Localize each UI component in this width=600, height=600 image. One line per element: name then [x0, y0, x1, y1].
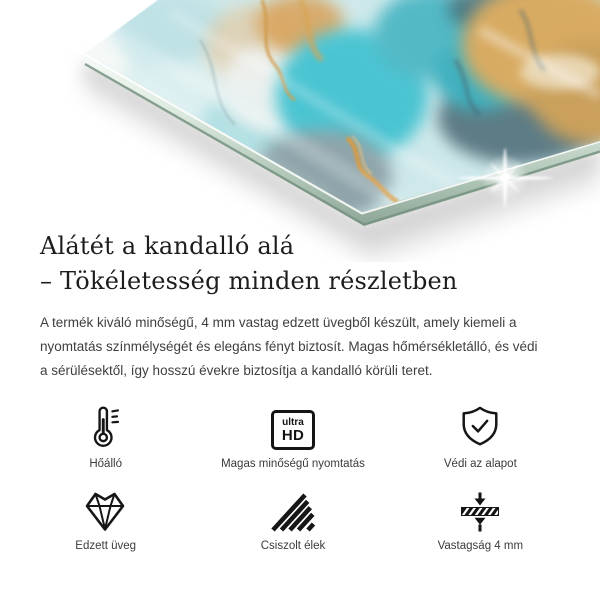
feature-label: Vastagság 4 mm	[437, 540, 524, 552]
thermometer-icon	[84, 398, 128, 450]
feature-polished-edges	[199, 480, 386, 562]
polished-edges-icon	[269, 480, 316, 532]
feature-print-quality	[199, 398, 386, 480]
ultra-hd-badge-top: ultra	[282, 416, 304, 428]
feature-label: Edzett üveg	[75, 540, 137, 552]
diamond-icon	[83, 480, 129, 532]
ultra-hd-icon	[271, 398, 315, 450]
feature-label: Csiszolt élek	[260, 540, 326, 552]
feature-protects-base	[387, 398, 574, 480]
feature-heat-resistant	[12, 398, 199, 480]
product-description: A termék kiváló minőségű, 4 mm vastag edzett üvegből készült, amely kiemeli a nyomtatás színmélységét és elegáns fényt biztosít. Magas hőmérsékletálló, és védi a sérülésektől, így hosszú évekre biztosítja a kandalló körüli teret.	[40, 315, 538, 378]
shield-check-icon	[457, 398, 503, 450]
page-title-line1: Alátét a kandalló alá	[40, 232, 295, 260]
feature-thickness	[387, 480, 574, 562]
page-title	[40, 229, 458, 299]
page-title-line2: – Tökéletesség minden részletben	[40, 267, 458, 295]
feature-label: Magas minőségű nyomtatás	[221, 458, 365, 470]
product-photo	[0, 0, 600, 262]
thickness-icon	[457, 480, 503, 532]
feature-label: Védi az alapot	[443, 458, 517, 470]
feature-tempered-glass	[12, 480, 199, 562]
glass-panel-illustration	[0, 0, 600, 262]
features-grid	[12, 398, 574, 562]
ultra-hd-badge-bottom: HD	[281, 426, 305, 444]
feature-label: Hőálló	[89, 458, 122, 470]
